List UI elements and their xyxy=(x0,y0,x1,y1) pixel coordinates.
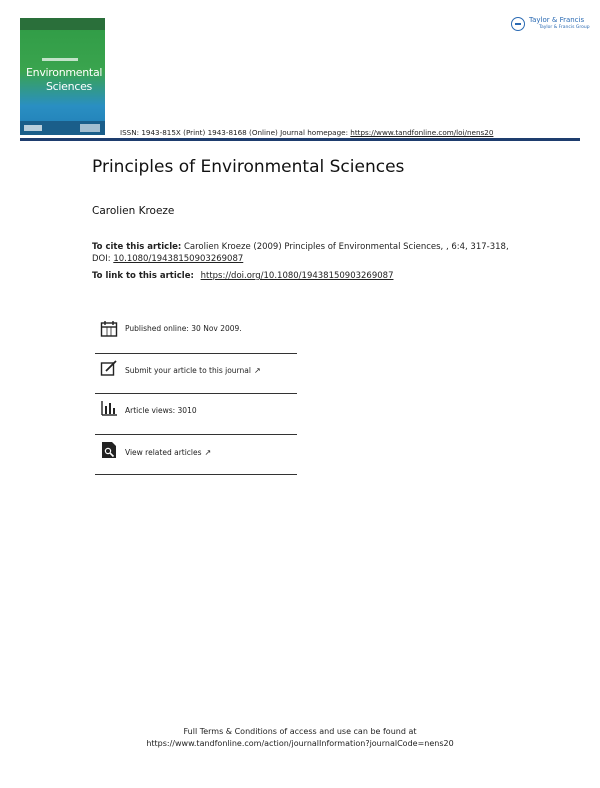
row-divider xyxy=(95,353,297,354)
search-document-icon xyxy=(100,441,118,459)
bar-chart-icon xyxy=(100,399,118,417)
article-views: Article views: 3010 xyxy=(125,406,197,415)
article-author: Carolien Kroeze xyxy=(92,205,175,217)
row-divider xyxy=(95,393,297,394)
row-divider xyxy=(95,434,297,435)
journal-cover-image xyxy=(20,18,105,135)
view-related-label: View related articles xyxy=(125,448,202,457)
article-title: Principles of Environmental Sciences xyxy=(92,157,405,177)
header-divider xyxy=(20,138,580,141)
cite-label: To cite this article: xyxy=(92,242,182,252)
external-link-icon: ↗ xyxy=(253,366,261,375)
submit-article-label: Submit your article to this journal xyxy=(125,366,251,375)
issn-line xyxy=(120,128,493,137)
published-date: Published online: 30 Nov 2009. xyxy=(125,324,242,333)
citation-block xyxy=(92,241,532,265)
publisher-tagline: Taylor & Francis Group xyxy=(539,25,590,30)
footer-terms-link[interactable]: https://www.tandfonline.com/action/journalInformation?journalCode=nens20 xyxy=(146,739,454,748)
row-divider xyxy=(95,474,297,475)
submit-row[interactable] xyxy=(95,358,297,394)
cover-title-line2: Sciences xyxy=(46,80,92,93)
doi-link[interactable]: 10.1080/19438150903269087 xyxy=(113,254,244,264)
submit-article-link[interactable] xyxy=(125,366,261,375)
issn-text: ISSN: 1943-815X (Print) 1943-8168 (Online) Journal homepage: xyxy=(120,128,348,137)
article-url-link[interactable]: https://doi.org/10.1080/19438150903269087 xyxy=(200,271,394,281)
link-label: To link to this article: xyxy=(92,271,194,281)
view-related-link[interactable] xyxy=(125,448,211,457)
cover-title-line1: Environmental xyxy=(26,66,103,79)
publisher-name: Taylor & Francis xyxy=(529,16,585,24)
link-to-article xyxy=(92,271,393,281)
edit-icon xyxy=(100,359,118,377)
doi-label: DOI: xyxy=(92,254,111,264)
calendar-icon xyxy=(100,320,118,338)
published-row xyxy=(95,318,297,354)
terms-footer xyxy=(0,726,600,750)
related-row[interactable] xyxy=(95,440,297,476)
publisher-logo-icon xyxy=(511,17,525,31)
footer-line1: Full Terms & Conditions of access and use can be found at xyxy=(183,727,417,736)
publisher-logo[interactable] xyxy=(511,16,590,35)
views-row xyxy=(95,398,297,434)
cite-text: Carolien Kroeze (2009) Principles of Environmental Sciences, , 6:4, 317-318, xyxy=(183,242,509,252)
journal-homepage-link[interactable]: https://www.tandfonline.com/loi/nens20 xyxy=(350,128,494,137)
external-link-icon: ↗ xyxy=(204,448,212,457)
